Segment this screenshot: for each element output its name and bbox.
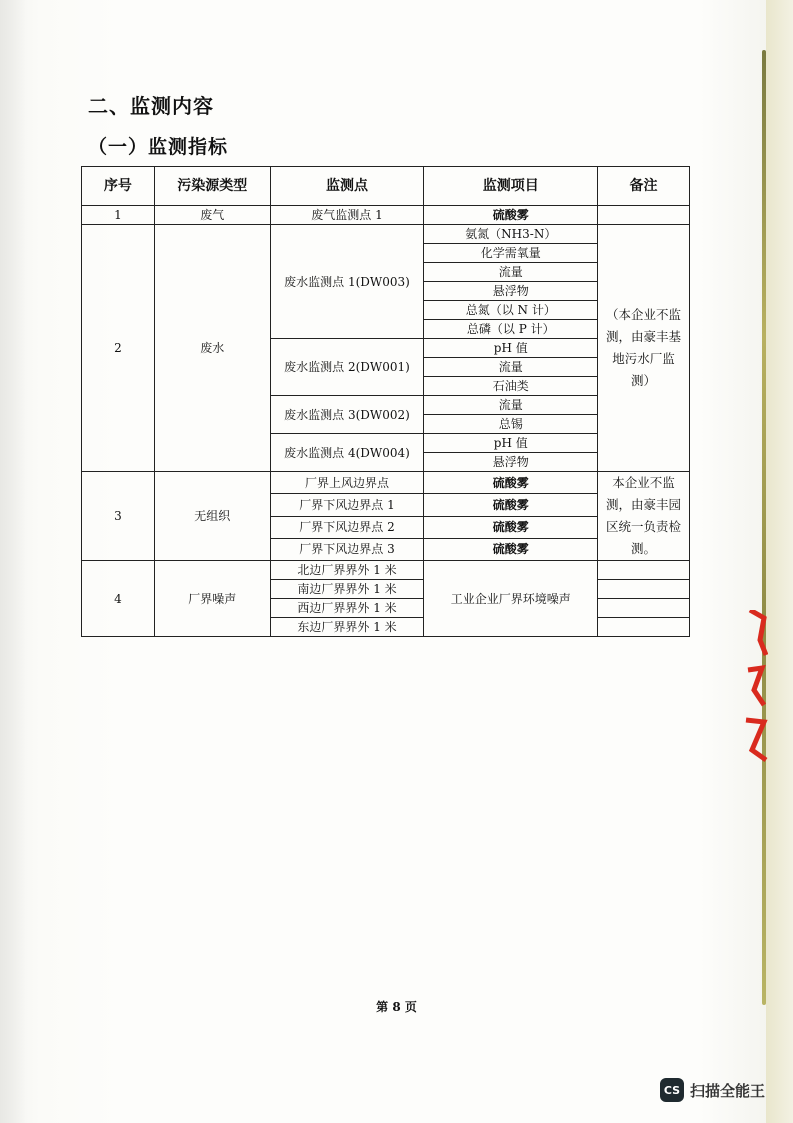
page-number: 第 8 页 [376, 1000, 417, 1014]
row-type: 厂界噪声 [154, 561, 270, 637]
row-point: 南边厂界界外 1 米 [270, 580, 424, 599]
section-title: 二、监测内容 [88, 94, 214, 118]
table-row [82, 561, 690, 580]
brand-name: 扫描全能王 [690, 1081, 766, 1100]
red-seal-fragment-icon [742, 610, 768, 770]
scanner-watermark [660, 1078, 765, 1102]
row-item: 流量 [424, 396, 598, 415]
row-note: 本企业不监测，由豪丰园区统一负责检测。 [598, 472, 690, 561]
row-item: 氨氮（NH3-N） [424, 225, 598, 244]
row-item: 硫酸雾 [424, 494, 598, 516]
row-point: 废水监测点 4(DW004) [270, 434, 424, 472]
row-point: 废气监测点 1 [270, 206, 424, 225]
row-no: 4 [82, 561, 155, 637]
camscanner-logo-icon: CS [660, 1078, 684, 1102]
table-row [82, 472, 690, 494]
subsection-title: （一）监测指标 [88, 136, 229, 158]
row-type: 无组织 [154, 472, 270, 561]
row-note [598, 618, 690, 637]
monitoring-table [81, 166, 690, 637]
row-no: 1 [82, 206, 155, 225]
row-note [598, 599, 690, 618]
row-point: 厂界下风边界点 3 [270, 538, 424, 560]
row-item: 硫酸雾 [424, 538, 598, 560]
row-item: 工业企业厂界环境噪声 [424, 561, 598, 637]
row-type: 废气 [154, 206, 270, 225]
row-item: 悬浮物 [424, 282, 598, 301]
page-edge-line [762, 50, 766, 1005]
row-type: 废水 [154, 225, 270, 472]
row-note [598, 206, 690, 225]
row-no: 2 [82, 225, 155, 472]
row-note [598, 580, 690, 599]
row-point: 北边厂界界外 1 米 [270, 561, 424, 580]
left-scan-shadow [0, 0, 26, 1123]
row-item: 流量 [424, 263, 598, 282]
row-item: 石油类 [424, 377, 598, 396]
header-item: 监测项目 [424, 167, 598, 206]
row-item: pH 值 [424, 434, 598, 453]
row-item: pH 值 [424, 339, 598, 358]
row-item: 总氮（以 N 计） [424, 301, 598, 320]
row-note [598, 561, 690, 580]
row-item: 流量 [424, 358, 598, 377]
header-no: 序号 [82, 167, 155, 206]
row-item: 硫酸雾 [424, 206, 598, 225]
right-scan-shadow [766, 0, 793, 1123]
row-point: 废水监测点 3(DW002) [270, 396, 424, 434]
row-point: 废水监测点 1(DW003) [270, 225, 424, 339]
row-item: 总磷（以 P 计） [424, 320, 598, 339]
row-item: 悬浮物 [424, 453, 598, 472]
header-note: 备注 [598, 167, 690, 206]
table-row [82, 206, 690, 225]
row-item: 硫酸雾 [424, 516, 598, 538]
row-item: 硫酸雾 [424, 472, 598, 494]
row-item: 总锡 [424, 415, 598, 434]
table-header-row [82, 167, 690, 206]
row-item: 化学需氧量 [424, 244, 598, 263]
row-point: 厂界下风边界点 1 [270, 494, 424, 516]
row-point: 厂界上风边界点 [270, 472, 424, 494]
row-point: 东边厂界界外 1 米 [270, 618, 424, 637]
header-point: 监测点 [270, 167, 424, 206]
row-point: 废水监测点 2(DW001) [270, 339, 424, 396]
table-row [82, 225, 690, 244]
row-point: 西边厂界界外 1 米 [270, 599, 424, 618]
row-note: （本企业不监测，由豪丰基地污水厂监测） [598, 225, 690, 472]
row-no: 3 [82, 472, 155, 561]
header-type: 污染源类型 [154, 167, 270, 206]
row-point: 厂界下风边界点 2 [270, 516, 424, 538]
